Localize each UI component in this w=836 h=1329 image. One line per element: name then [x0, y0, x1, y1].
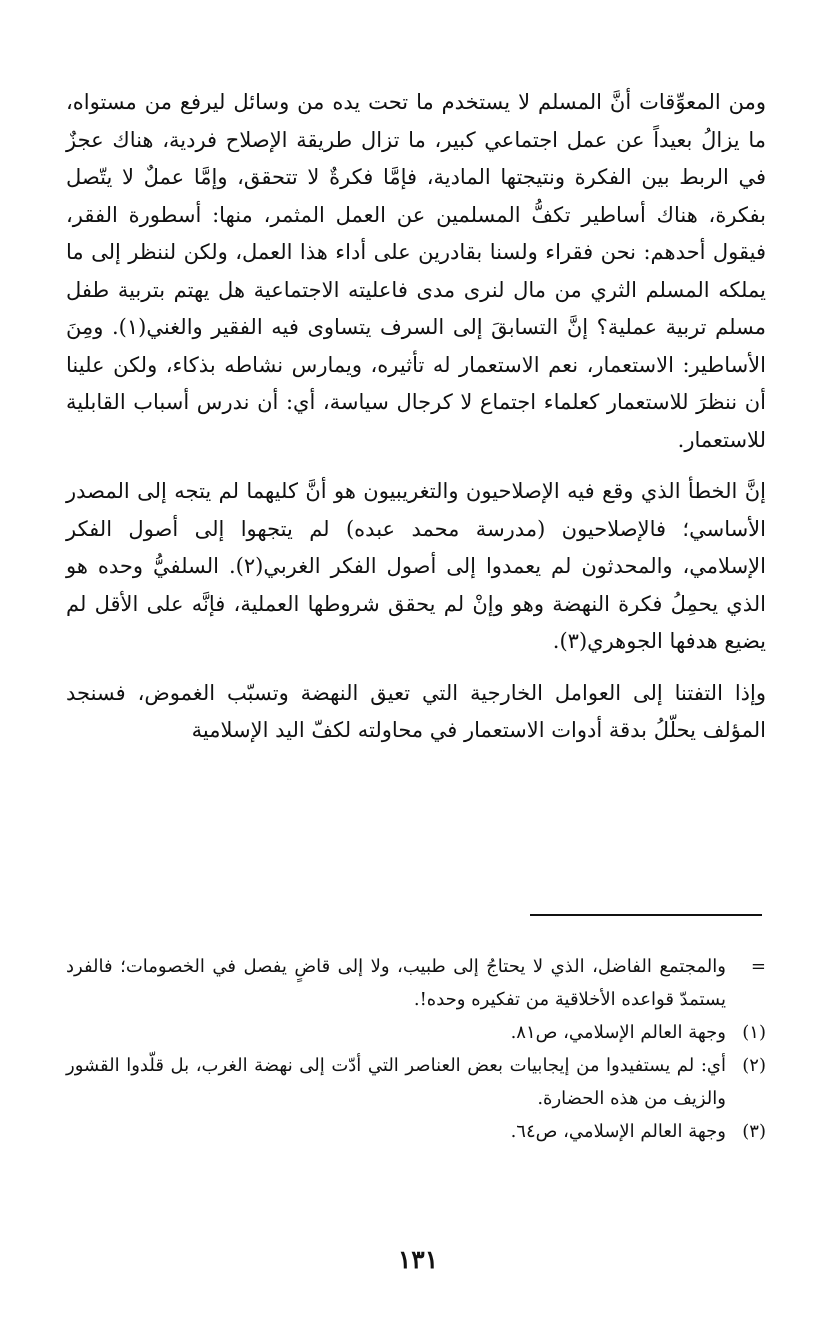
footnote-1	[66, 1016, 766, 1049]
body-text	[66, 84, 766, 750]
footnote-divider	[530, 914, 762, 916]
page-number: ١٣١	[397, 1245, 439, 1274]
footnotes	[66, 950, 766, 1148]
footnote-marker: (٣)	[742, 1121, 766, 1142]
footnote-3	[66, 1115, 766, 1148]
body-paragraph-2: إنَّ الخطأ الذي وقع فيه الإصلاحيون والتغريبيون هو أنَّ كليهما لم يتجه إلى المصدر الأساسي؛ فالإصلاحيون (مدرسة محمد عبده) لم يتجهوا إلى أصول الفكر الإسلامي، والمحدثون لم يعمدوا إلى أصول الفكر الغربي(٢). السلفيُّ وحده هو الذي يحمِلُ فكرة النهضة وهو وإنْ لم يحقق شروطها العملية، فإنَّه على الأقل لم يضيع هدفها الجوهري(٣).	[66, 479, 766, 653]
footnote-text: أي: لم يستفيدوا من إيجابيات بعض العناصر التي أدّت إلى نهضة الغرب، بل قلّدوا القشور والزيف من هذه الحضارة.	[66, 1055, 726, 1109]
body-paragraph-3: وإذا التفتنا إلى العوامل الخارجية التي تعيق النهضة وتسبّب الغموض، فسنجد المؤلف يحلّلُ بدقة أدوات الاستعمار في محاولته لكفّ اليد الإسلامية	[66, 680, 766, 742]
footnote-2	[66, 1049, 766, 1115]
footnote-marker: (٢)	[742, 1055, 766, 1076]
footnote-text: وجهة العالم الإسلامي، ص٦٤.	[510, 1121, 726, 1142]
footnote-marker: (١)	[742, 1022, 766, 1043]
footnote-text: والمجتمع الفاضل، الذي لا يحتاجُ إلى طبيب، ولا إلى قاضٍ يفصل في الخصومات؛ فالفرد يستمدّ قواعده الأخلاقية من تفكيره وحده!.	[66, 956, 726, 1010]
footnote-marker: =	[750, 956, 766, 977]
body-paragraph-1: ومن المعوِّقات أنَّ المسلم لا يستخدم ما تحت يده من وسائل ليرفع من مستواه، ما يزالُ بعيداً عن عمل اجتماعي كبير، ما تزال طريقة الإصلاح فردية، هناك عجزٌ في الربط بين الفكرة ونتيجتها المادية، فإمَّا فكرةٌ لا تتحقق، وإمَّا عملٌ لا يتّصل بفكرة، هناك أساطير تكفُّ المسلمين عن العمل المثمر، منها: أسطورة الفقر، فيقول أحدهم: نحن فقراء ولسنا بقادرين على أداء هذا العمل، ولكن لننظر إلى ما يملكه المسلم الثري من مال لنرى مدى فاعليته الاجتماعية هل يهتم بتربية طفل مسلم تربية عملية؟ إنَّ التسابقَ إلى السرف يتساوى فيه الفقير والغني(١). ومِنَ الأساطير: الاستعمار، نعم الاستعمار له تأثيره، ويمارس نشاطه بذكاء، ولكن علينا أن ننظرَ للاستعمار كعلماء اجتماع لا كرجال سياسة، أي: أن ندرس أسباب القابلية للاستعمار.	[66, 90, 767, 452]
footnote-continuation	[66, 950, 766, 1016]
footnote-text: وجهة العالم الإسلامي، ص٨١.	[510, 1022, 726, 1043]
